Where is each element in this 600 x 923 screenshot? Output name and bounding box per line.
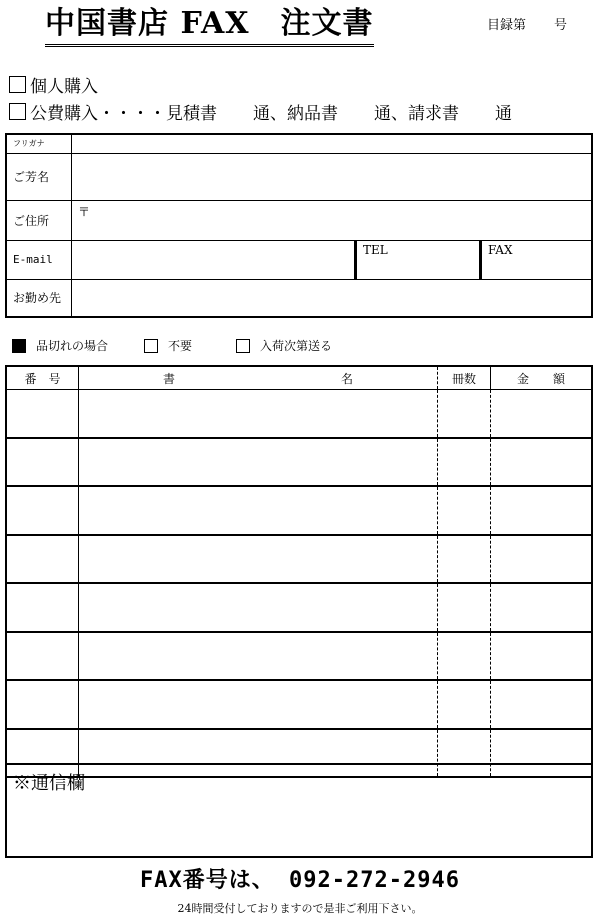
stock-options (12, 337, 332, 354)
order-qty-cell[interactable] (438, 438, 491, 487)
invoice-unit-label: 通 (495, 104, 512, 124)
catalog-label: 目録第 (487, 18, 527, 33)
fax-field[interactable] (482, 241, 591, 279)
out-of-stock-label: 品切れの場合 (36, 339, 109, 353)
order-row (6, 680, 592, 729)
email-label: E-mail (6, 240, 72, 279)
personal-purchase-row (9, 72, 98, 97)
order-amount-cell[interactable] (491, 632, 593, 681)
fax-number: FAX番号は、 092-272-2946 (140, 868, 460, 893)
order-qty-cell[interactable] (438, 486, 491, 535)
catalog-number (487, 14, 567, 33)
postal-mark: 〒 (78, 204, 91, 219)
order-row (6, 390, 592, 438)
order-header-row (6, 366, 592, 390)
order-qty-cell[interactable] (438, 680, 491, 729)
order-row (6, 535, 592, 584)
workplace-field[interactable] (72, 279, 593, 317)
name-field[interactable] (72, 153, 593, 200)
workplace-row (6, 279, 592, 317)
amount-header: 金 額 (491, 366, 593, 390)
order-qty-cell[interactable] (438, 583, 491, 632)
email-field[interactable] (72, 241, 357, 279)
notes-box[interactable] (5, 763, 593, 858)
order-amount-cell[interactable] (491, 486, 593, 535)
not-needed-label: 不要 (168, 339, 193, 353)
catalog-suffix: 号 (554, 18, 568, 33)
notes-label: ※通信欄 (13, 773, 85, 794)
order-number-cell[interactable] (6, 632, 79, 681)
tel-label: TEL (363, 242, 388, 257)
order-title-cell[interactable] (79, 680, 438, 729)
order-amount-cell[interactable] (491, 680, 593, 729)
order-number-cell[interactable] (6, 390, 79, 438)
title-header-1: 書 (162, 371, 175, 386)
order-number-cell[interactable] (6, 583, 79, 632)
out-of-stock-marker (12, 339, 26, 353)
order-amount-cell[interactable] (491, 535, 593, 584)
order-qty-cell[interactable] (438, 632, 491, 681)
order-table (5, 365, 593, 778)
send-when-available-label: 入荷次第送る (260, 339, 333, 353)
workplace-label: お勤め先 (6, 279, 72, 317)
order-row (6, 486, 592, 535)
order-row (6, 438, 592, 487)
name-row (6, 153, 592, 200)
tel-field[interactable] (357, 241, 482, 279)
furigana-row (6, 134, 592, 153)
order-title-cell[interactable] (79, 583, 438, 632)
order-number-cell[interactable] (6, 438, 79, 487)
fax-label: FAX (488, 242, 513, 257)
furigana-label: フリガナ (6, 134, 72, 153)
order-title-cell[interactable] (79, 632, 438, 681)
order-title-cell[interactable] (79, 535, 438, 584)
delivery-unit-label: 通、請求書 (374, 104, 459, 124)
not-needed-checkbox[interactable] (144, 339, 158, 353)
public-purchase-row (9, 99, 512, 124)
order-row (6, 583, 592, 632)
order-number-cell[interactable] (6, 680, 79, 729)
order-row (6, 632, 592, 681)
form-title: 中国書店 FAX 注文書 (45, 6, 374, 47)
order-amount-cell[interactable] (491, 583, 593, 632)
title-header (79, 366, 438, 390)
order-amount-cell[interactable] (491, 438, 593, 487)
footer-note: 24時間受付しておりますので是非ご利用下さい。 (177, 902, 423, 915)
address-field[interactable] (72, 200, 593, 240)
public-purchase-checkbox[interactable] (9, 103, 26, 120)
order-qty-cell[interactable] (438, 535, 491, 584)
order-number-cell[interactable] (6, 535, 79, 584)
order-title-cell[interactable] (79, 486, 438, 535)
public-purchase-label: 公費購入・・・・見積書 (30, 104, 217, 124)
order-title-cell[interactable] (79, 438, 438, 487)
name-label: ご芳名 (6, 153, 72, 200)
order-title-cell[interactable] (79, 390, 438, 438)
order-qty-cell[interactable] (438, 390, 491, 438)
order-amount-cell[interactable] (491, 390, 593, 438)
contact-row (6, 240, 592, 279)
address-label: ご住所 (6, 200, 72, 240)
furigana-field[interactable] (72, 134, 593, 153)
send-when-available-checkbox[interactable] (236, 339, 250, 353)
customer-info-table (5, 133, 593, 318)
quote-unit-label: 通、納品書 (253, 104, 338, 124)
personal-purchase-checkbox[interactable] (9, 76, 26, 93)
qty-header: 冊数 (438, 366, 491, 390)
order-number-cell[interactable] (6, 486, 79, 535)
personal-purchase-label: 個人購入 (30, 77, 98, 97)
number-header: 番 号 (6, 366, 79, 390)
title-header-2: 名 (340, 371, 353, 386)
address-row (6, 200, 592, 240)
